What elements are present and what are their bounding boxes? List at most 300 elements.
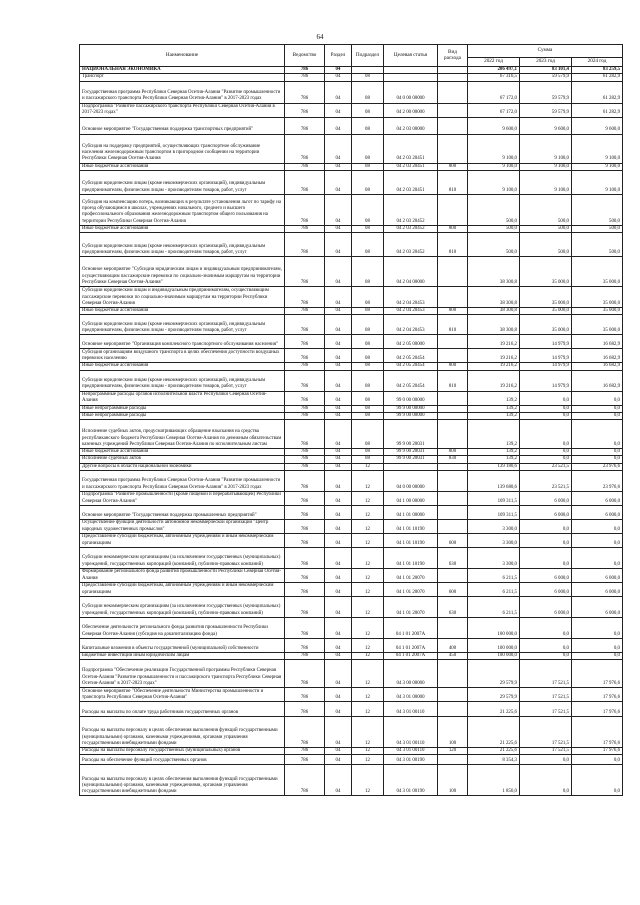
row-expense-type: 800 [438, 363, 468, 370]
row-podrazdel: 12 [352, 702, 384, 717]
row-sum-2024: 61 282,9 [572, 103, 623, 117]
row-sum-2022: 6 211,5 [468, 596, 520, 617]
table-row [80, 638, 623, 652]
row-sum-2024: 0,0 [572, 638, 623, 652]
row-target-article: 04 1 01 20070 [384, 596, 438, 617]
table-row [80, 617, 623, 638]
row-podrazdel: 08 [352, 170, 384, 194]
row-sum-2022: 19 216,2 [468, 349, 520, 363]
row-expense-type: 400 [438, 638, 468, 652]
row-target-article: 99 9 00 00000 [384, 412, 438, 419]
row-ved: 786 [285, 617, 325, 638]
row-target-article: 04 1 01 10190 [384, 519, 438, 533]
row-podrazdel: 12 [352, 638, 384, 652]
row-podrazdel: 08 [352, 315, 384, 335]
row-sum-2023: 6 000,0 [520, 505, 572, 519]
row-podrazdel: 08 [352, 308, 384, 315]
row-expense-type [438, 755, 468, 765]
row-sum-2022: 3 300,0 [468, 519, 520, 533]
row-podrazdel: 08 [352, 257, 384, 287]
row-podrazdel: 08 [352, 74, 384, 81]
row-target-article: 04 2 03 00000 [384, 117, 438, 134]
row-name: Подпрограмма "Развитие промышленности (кроме пищевой и перерабатывающей) Республики Северная Осетия-Алания" [80, 491, 285, 505]
row-sum-2022: 38 300,8 [468, 287, 520, 308]
row-expense-type [438, 194, 468, 225]
row-ved: 786 [285, 463, 325, 470]
row-sum-2023: 0,0 [520, 765, 572, 796]
row-sum-2023: 59 579,9 [520, 74, 572, 81]
row-sum-2022: 38 300,8 [468, 308, 520, 315]
row-name: Обеспечение деятельности регионального фонда развития промышленности Республики Северная Осетия-Алания (субсидия на докапитализацию фонда) [80, 617, 285, 638]
row-name: Основное мероприятие "Обеспечение деятельности Министерства промышленности и транспорта Республики Северная Осетия-Алания" [80, 688, 285, 702]
table-row [80, 519, 623, 533]
row-podrazdel: 12 [352, 470, 384, 491]
row-sum-2023: 0,0 [520, 420, 572, 449]
row-ved: 786 [285, 233, 325, 257]
row-ved: 786 [285, 748, 325, 755]
table-row [80, 257, 623, 287]
row-sum-2024: 0,0 [572, 547, 623, 568]
row-podrazdel: 12 [352, 533, 384, 547]
row-razdel: 04 [325, 412, 352, 419]
row-ved: 786 [285, 596, 325, 617]
row-target-article: 04 2 04 20453 [384, 287, 438, 308]
row-ved: 786 [285, 456, 325, 463]
row-target-article: 99 9 00 20031 [384, 420, 438, 449]
row-ved: 786 [285, 449, 325, 456]
row-target-article: 04 0 00 00000 [384, 470, 438, 491]
row-sum-2024: 0,0 [572, 412, 623, 419]
table-row [80, 412, 623, 419]
row-ved: 786 [285, 391, 325, 405]
row-ved: 786 [285, 170, 325, 194]
row-name: Иные бюджетные ассигнования [80, 308, 285, 315]
table-row [80, 170, 623, 194]
table-row [80, 315, 623, 335]
row-podrazdel: 08 [352, 363, 384, 370]
row-name: Транспорт [80, 74, 285, 81]
row-razdel: 04 [325, 596, 352, 617]
row-target-article: 04 3 01 00110 [384, 717, 438, 748]
row-sum-2024: 16 682,9 [572, 335, 623, 349]
row-razdel: 04 [325, 170, 352, 194]
row-sum-2024: 9 100,0 [572, 170, 623, 194]
row-ved: 786 [285, 638, 325, 652]
row-ved: 786 [285, 412, 325, 419]
row-podrazdel: 08 [352, 194, 384, 225]
row-razdel: 04 [325, 194, 352, 225]
row-expense-type: 450 [438, 652, 468, 659]
row-razdel: 04 [325, 717, 352, 748]
row-ved: 786 [285, 134, 325, 163]
row-target-article: 99 0 00 00000 [384, 391, 438, 405]
row-name: Субсидия на компенсацию потерь, возникающих в результате установления льгот по тарифу на проезд обучающимся в школах, учреждениях начального, среднего и высшего профессионального образования железнодорожным транспортом общего пользования на территории Республики Северная Осетия-Алания [80, 194, 285, 225]
row-expense-type [438, 67, 468, 74]
row-name: Основное мероприятие "Субсидии юридическим лицам и индивидуальным предпринимателям, осуществляющим пассажирские перевозки по социально-значимым маршрутам на территории Республики Северная Осетия-Алания" [80, 257, 285, 287]
row-sum-2024: 0,0 [572, 765, 623, 796]
row-target-article: 04 2 03 20451 [384, 170, 438, 194]
row-razdel: 04 [325, 617, 352, 638]
row-sum-2024: 23 976,6 [572, 470, 623, 491]
row-podrazdel: 08 [352, 287, 384, 308]
row-podrazdel: 12 [352, 748, 384, 755]
row-target-article: 04 2 03 20452 [384, 194, 438, 225]
row-target-article: 04 2 05 20454 [384, 349, 438, 363]
row-sum-2024: 16 682,9 [572, 363, 623, 370]
row-sum-2022: 109 311,5 [468, 505, 520, 519]
table-row [80, 103, 623, 117]
row-ved: 786 [285, 363, 325, 370]
row-ved: 786 [285, 163, 325, 170]
row-sum-2023: 59 579,9 [520, 81, 572, 103]
row-podrazdel: 12 [352, 617, 384, 638]
row-expense-type: 100 [438, 765, 468, 796]
table-row [80, 688, 623, 702]
row-sum-2024: 0,0 [572, 420, 623, 449]
table-row [80, 233, 623, 257]
row-name: Субсидии некоммерческим организациям (за исключением государственных (муниципальных) учреждений, государственных корпораций (компаний), публично-правовых компаний) [80, 547, 285, 568]
row-expense-type [438, 470, 468, 491]
row-target-article: 04 1 01 10190 [384, 547, 438, 568]
row-name: Субсидии юридическим лицам (кроме некоммерческих организаций), индивидуальным предпринимателям, физическим лицам - производителям товаров, работ, услуг [80, 170, 285, 194]
row-target-article: 04 3 01 00000 [384, 688, 438, 702]
row-target-article: 99 9 00 20031 [384, 449, 438, 456]
row-sum-2023: 14 979,9 [520, 363, 572, 370]
row-sum-2022: 139 680,6 [468, 470, 520, 491]
row-sum-2023: 6 000,0 [520, 596, 572, 617]
row-podrazdel: 08 [352, 349, 384, 363]
row-expense-type: 600 [438, 582, 468, 596]
row-razdel: 04 [325, 225, 352, 232]
row-name: Другие вопросы в области национальной экономики [80, 463, 285, 470]
row-name: Субсидии юридическим лицам (кроме некоммерческих организаций), индивидуальным предпринимателям, физическим лицам - производителям товаров, работ, услуг [80, 370, 285, 391]
row-name: Осуществление функций деятельности автономной некоммерческой организации "Центр народных художественных промыслов" [80, 519, 285, 533]
row-sum-2023: 500,0 [520, 233, 572, 257]
row-sum-2024: 6 000,0 [572, 505, 623, 519]
row-podrazdel [352, 67, 384, 74]
row-ved: 786 [285, 103, 325, 117]
row-sum-2022: 139,2 [468, 420, 520, 449]
row-expense-type [438, 349, 468, 363]
row-podrazdel: 08 [352, 412, 384, 419]
row-razdel: 04 [325, 370, 352, 391]
row-name: Иные бюджетные ассигнования [80, 363, 285, 370]
row-sum-2022: 3 300,0 [468, 533, 520, 547]
row-ved: 786 [285, 568, 325, 582]
row-sum-2023: 0,0 [520, 412, 572, 419]
row-sum-2024: 17 976,6 [572, 660, 623, 688]
row-target-article: 04 1 01 00000 [384, 505, 438, 519]
header-year-2024: 2024 год [572, 58, 623, 67]
row-sum-2022: 67 172,0 [468, 81, 520, 103]
row-expense-type [438, 405, 468, 412]
row-target-article: 04 1 01 10190 [384, 533, 438, 547]
row-target-article [384, 74, 438, 81]
row-razdel: 04 [325, 315, 352, 335]
row-name: Основное мероприятие "Государственная поддержка транспортных предприятий" [80, 117, 285, 134]
row-sum-2024: 6 000,0 [572, 491, 623, 505]
row-razdel: 04 [325, 117, 352, 134]
row-sum-2022: 67 172,0 [468, 103, 520, 117]
row-expense-type [438, 491, 468, 505]
table-row [80, 74, 623, 81]
row-razdel: 04 [325, 568, 352, 582]
row-name: Субсидии юридическим лицам и индивидуальным предпринимателям, осуществляющим пассажирские перевозки по социально-значимым маршрутам на территории Республики Северная Осетия-Алания [80, 287, 285, 308]
row-podrazdel: 12 [352, 652, 384, 659]
row-sum-2023: 0,0 [520, 617, 572, 638]
table-row [80, 67, 623, 74]
table-row [80, 568, 623, 582]
row-sum-2023: 0,0 [520, 519, 572, 533]
row-sum-2024: 61 282,9 [572, 81, 623, 103]
table-row [80, 391, 623, 405]
row-sum-2023: 14 979,9 [520, 349, 572, 363]
row-razdel: 04 [325, 748, 352, 755]
row-name: Непрограммные расходы органов исполнительной власти Республики Северная Осетия-Алания [80, 391, 285, 405]
row-sum-2024: 0,0 [572, 652, 623, 659]
row-expense-type: 810 [438, 315, 468, 335]
row-target-article [384, 463, 438, 470]
row-podrazdel: 12 [352, 755, 384, 765]
row-ved: 786 [285, 81, 325, 103]
table-row [80, 117, 623, 134]
row-razdel: 04 [325, 463, 352, 470]
row-expense-type [438, 134, 468, 163]
row-target-article: 04 3 00 00000 [384, 660, 438, 688]
table-row [80, 596, 623, 617]
row-name: Расходы на выплаты персоналу в целях обеспечения выполнения функций государственными (муниципальными) органами, казенными учреждениями, органами управления государственными внебюджетными фондами [80, 717, 285, 748]
row-sum-2022: 6 211,5 [468, 568, 520, 582]
row-sum-2023: 23 521,5 [520, 470, 572, 491]
row-target-article: 04 2 04 00000 [384, 257, 438, 287]
row-expense-type: 830 [438, 456, 468, 463]
row-name: Субсидии юридическим лицам (кроме некоммерческих организаций), индивидуальным предпринимателям, физическим лицам - производителям товаров, работ, услуг [80, 315, 285, 335]
row-sum-2022: 139 180,6 [468, 463, 520, 470]
row-sum-2024: 61 282,9 [572, 74, 623, 81]
row-target-article: 04 1 01 2007А [384, 652, 438, 659]
row-sum-2022: 9 600,0 [468, 117, 520, 134]
table-row [80, 755, 623, 765]
row-razdel: 04 [325, 702, 352, 717]
row-razdel: 04 [325, 533, 352, 547]
table-row [80, 652, 623, 659]
row-ved: 786 [285, 287, 325, 308]
row-target-article: 04 2 03 20452 [384, 233, 438, 257]
row-expense-type [438, 702, 468, 717]
row-sum-2023: 500,0 [520, 194, 572, 225]
row-sum-2023: 0,0 [520, 547, 572, 568]
row-sum-2022: 500,0 [468, 233, 520, 257]
row-razdel: 04 [325, 456, 352, 463]
row-ved: 786 [285, 405, 325, 412]
row-sum-2022: 38 300,8 [468, 315, 520, 335]
row-sum-2022: 19 216,2 [468, 363, 520, 370]
row-ved: 786 [285, 335, 325, 349]
row-name: Расходы на обеспечение функций государственных органов [80, 755, 285, 765]
row-razdel: 04 [325, 652, 352, 659]
row-ved: 786 [285, 257, 325, 287]
header-podrazdel: Подраздел [352, 45, 384, 67]
row-ved: 786 [285, 67, 325, 74]
row-sum-2024: 0,0 [572, 519, 623, 533]
row-name: Иные непрограммные расходы [80, 412, 285, 419]
table-row [80, 547, 623, 568]
row-sum-2023: 35 000,0 [520, 287, 572, 308]
row-ved: 786 [285, 470, 325, 491]
row-target-article [384, 67, 438, 74]
row-sum-2022: 29 579,9 [468, 688, 520, 702]
row-podrazdel: 08 [352, 449, 384, 456]
table-row [80, 81, 623, 103]
table-row [80, 420, 623, 449]
row-razdel: 04 [325, 755, 352, 765]
header-year-2023: 2023 год [520, 58, 572, 67]
row-podrazdel: 12 [352, 568, 384, 582]
row-name: Подпрограмма "Развитие пассажирского транспорта Республики Северная Осетия-Алания в 2017-2023 годах" [80, 103, 285, 117]
row-sum-2024: 17 976,6 [572, 688, 623, 702]
row-sum-2024: 17 976,6 [572, 717, 623, 748]
row-expense-type [438, 568, 468, 582]
header-expense-type: Вид расхода [438, 45, 468, 67]
row-sum-2023: 0,0 [520, 755, 572, 765]
row-sum-2022: 3 300,0 [468, 547, 520, 568]
row-sum-2022: 109 311,5 [468, 491, 520, 505]
row-expense-type: 810 [438, 170, 468, 194]
table-row [80, 463, 623, 470]
row-name: Субсидия на поддержку предприятий, осуществляющих транспортное обслуживание населения железнодорожным транспортом в пригородном сообщении на территории Республики Северная Осетия-Алания [80, 134, 285, 163]
row-sum-2024: 0,0 [572, 449, 623, 456]
row-name: Государственная программа Республики Северная Осетия-Алания "Развитие промышленности и пассажирского транспорта Республики Северная Осетия-Алания" в 2017-2023 годах [80, 81, 285, 103]
row-podrazdel: 08 [352, 456, 384, 463]
row-sum-2024: 6 000,0 [572, 568, 623, 582]
row-name: Основное мероприятие "Организация комплексного транспортного обслуживания населения" [80, 335, 285, 349]
row-razdel: 04 [325, 74, 352, 81]
row-razdel: 04 [325, 257, 352, 287]
row-name: Исполнение судебных актов, предусматривающих обращение взыскания на средства республиканского бюджета Республики Северная Осетия-Алания по денежным обязательствам казенных учреждений Республики Северная Осетия-Алания по исполнительным листам [80, 420, 285, 449]
row-sum-2023: 23 521,5 [520, 463, 572, 470]
table-row [80, 449, 623, 456]
row-name: Предоставление субсидий бюджетным, автономным учреждениям и иным некоммерческим организациям [80, 582, 285, 596]
row-expense-type [438, 117, 468, 134]
row-ved: 786 [285, 505, 325, 519]
row-sum-2023: 0,0 [520, 533, 572, 547]
row-razdel: 04 [325, 638, 352, 652]
row-expense-type [438, 688, 468, 702]
row-ved: 786 [285, 225, 325, 232]
row-razdel: 04 [325, 335, 352, 349]
row-ved: 786 [285, 370, 325, 391]
row-expense-type: 100 [438, 717, 468, 748]
row-sum-2022: 19 216,2 [468, 370, 520, 391]
row-name: Подпрограмма "Обеспечение реализации Государственной программы Республики Северная Осетия-Алания "Развитие промышленности и пассажирского транспорта Республики Северная Осетия-Алания" в 2017-2023 годах" [80, 660, 285, 688]
row-sum-2024: 0,0 [572, 617, 623, 638]
table-row [80, 717, 623, 748]
row-podrazdel: 12 [352, 547, 384, 568]
row-podrazdel: 12 [352, 463, 384, 470]
row-name: Капитальные вложения в объекты государственной (муниципальной) собственности [80, 638, 285, 652]
row-sum-2023: 0,0 [520, 405, 572, 412]
row-sum-2022: 139,2 [468, 449, 520, 456]
row-sum-2024: 500,0 [572, 225, 623, 232]
row-podrazdel: 08 [352, 405, 384, 412]
row-podrazdel: 08 [352, 335, 384, 349]
row-razdel: 04 [325, 233, 352, 257]
row-sum-2024: 23 976,6 [572, 463, 623, 470]
row-sum-2023: 17 521,5 [520, 717, 572, 748]
row-target-article: 04 3 01 00190 [384, 765, 438, 796]
row-expense-type [438, 81, 468, 103]
row-ved: 786 [285, 420, 325, 449]
row-razdel: 04 [325, 449, 352, 456]
row-sum-2024: 35 000,0 [572, 315, 623, 335]
row-expense-type [438, 287, 468, 308]
row-sum-2022: 67 316,5 [468, 74, 520, 81]
row-name: Иные бюджетные ассигнования [80, 449, 285, 456]
header-name: Наименование [80, 45, 285, 67]
table-row [80, 134, 623, 163]
row-ved: 786 [285, 582, 325, 596]
row-name: Субсидия организациям воздушного транспорта в целях обеспечения доступности воздушных перевозок населению [80, 349, 285, 363]
row-expense-type [438, 505, 468, 519]
row-sum-2023: 17 521,5 [520, 688, 572, 702]
row-sum-2024: 35 000,0 [572, 287, 623, 308]
row-sum-2024: 0,0 [572, 456, 623, 463]
row-podrazdel: 12 [352, 717, 384, 748]
row-sum-2022: 500,0 [468, 194, 520, 225]
row-target-article: 04 1 01 2007А [384, 638, 438, 652]
row-podrazdel: 12 [352, 582, 384, 596]
row-razdel: 04 [325, 287, 352, 308]
row-sum-2022: 100 000,0 [468, 617, 520, 638]
row-podrazdel: 08 [352, 370, 384, 391]
header-year-2022: 2022 год [468, 58, 520, 67]
row-sum-2024: 0,0 [572, 755, 623, 765]
row-expense-type [438, 391, 468, 405]
row-ved: 786 [285, 702, 325, 717]
row-ved: 786 [285, 349, 325, 363]
row-sum-2024: 500,0 [572, 194, 623, 225]
row-podrazdel: 08 [352, 103, 384, 117]
row-ved: 786 [285, 717, 325, 748]
row-target-article: 04 2 05 20454 [384, 363, 438, 370]
row-sum-2023: 0,0 [520, 652, 572, 659]
table-row [80, 370, 623, 391]
row-expense-type: 800 [438, 308, 468, 315]
row-sum-2022: 29 579,9 [468, 660, 520, 688]
table-row [80, 748, 623, 755]
table-row [80, 702, 623, 717]
row-target-article: 04 1 00 00000 [384, 491, 438, 505]
row-podrazdel: 12 [352, 660, 384, 688]
row-expense-type [438, 519, 468, 533]
row-podrazdel: 12 [352, 688, 384, 702]
row-target-article: 04 3 01 00110 [384, 702, 438, 717]
row-sum-2023: 0,0 [520, 456, 572, 463]
row-podrazdel: 08 [352, 81, 384, 103]
row-name: Предоставление субсидий бюджетным, автономным учреждениям и иным некоммерческим организациям [80, 533, 285, 547]
row-sum-2022: 21 225,6 [468, 717, 520, 748]
row-name: Расходы на выплаты по оплате труда работников государственных органов [80, 702, 285, 717]
row-sum-2024: 9 100,0 [572, 134, 623, 163]
row-razdel: 04 [325, 491, 352, 505]
row-sum-2023: 9 100,0 [520, 170, 572, 194]
row-sum-2023: 6 000,0 [520, 582, 572, 596]
table-row [80, 287, 623, 308]
row-podrazdel: 08 [352, 163, 384, 170]
row-sum-2023: 9 600,0 [520, 117, 572, 134]
row-expense-type: 630 [438, 596, 468, 617]
row-sum-2022: 500,0 [468, 225, 520, 232]
